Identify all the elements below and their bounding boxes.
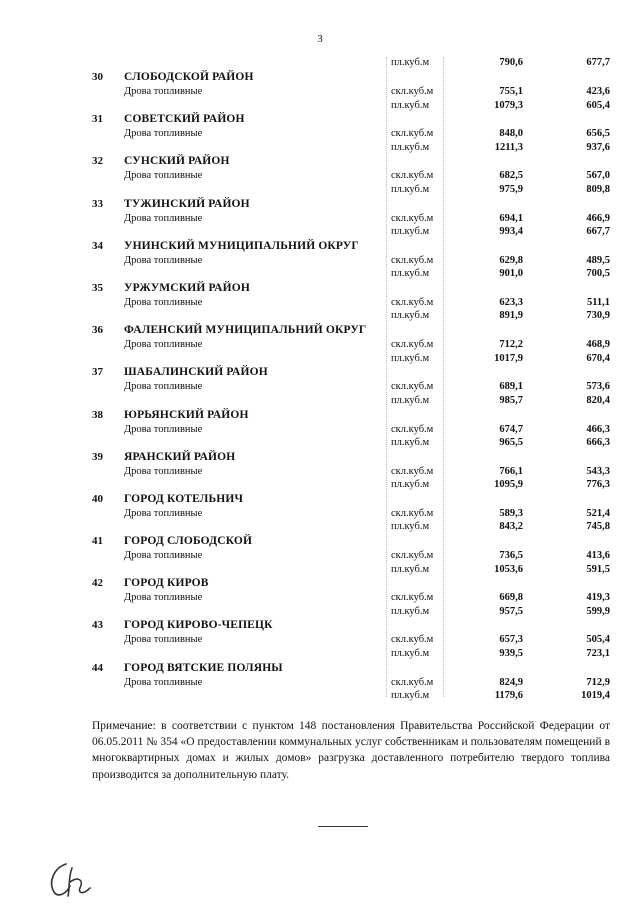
district-number: 33: [92, 197, 103, 210]
value-cell: 1095,9: [494, 479, 523, 491]
product-label: Дрова топливные: [124, 550, 203, 562]
value-cell: 790,6: [499, 57, 523, 68]
unit-label: скл.куб.м: [391, 86, 434, 97]
district-row: [0, 155, 640, 197]
district-header: [0, 155, 640, 169]
value-cell: 511,1: [586, 296, 610, 308]
unit-row: [0, 255, 640, 269]
value-cell: 723,1: [586, 647, 610, 659]
district-name: ЮРЬЯНСКИЙ РАЙОН: [124, 408, 249, 421]
district-name: СУНСКИЙ РАЙОН: [124, 155, 230, 168]
value-cell: 957,5: [499, 605, 523, 617]
district-name: ТУЖИНСКИЙ РАЙОН: [124, 197, 250, 210]
unit-label: скл.куб.м: [391, 296, 434, 308]
unit-label: скл.куб.м: [391, 634, 434, 646]
value-cell: 755,1: [499, 86, 523, 97]
district-header: [0, 324, 640, 338]
district-number: 40: [92, 492, 103, 505]
district-name: СЛОБОДСКОЙ РАЙОН: [124, 71, 254, 83]
district-row: [0, 535, 640, 577]
handwritten-signature: [46, 858, 96, 900]
unit-row: [0, 521, 640, 535]
value-cell: 776,3: [586, 479, 610, 491]
value-cell: 993,4: [499, 226, 523, 238]
district-header: [0, 535, 640, 549]
district-number: 34: [92, 239, 103, 252]
unit-row: [0, 634, 640, 648]
unit-label: скл.куб.м: [391, 170, 434, 182]
district-number: 41: [92, 535, 103, 548]
district-name: УНИНСКИЙ МУНИЦИПАЛЬНИЙ ОКРУГ: [124, 239, 359, 252]
unit-row: [0, 297, 640, 311]
value-cell: 591,5: [586, 563, 610, 575]
district-row: [0, 282, 640, 324]
district-header: [0, 113, 640, 127]
value-cell: 682,5: [499, 170, 523, 182]
product-label: Дрова топливные: [124, 676, 203, 688]
value-cell: 1053,6: [494, 563, 523, 575]
unit-row: [0, 690, 640, 704]
district-row: [0, 113, 640, 155]
value-cell: 489,5: [586, 254, 610, 266]
unit-label: скл.куб.м: [391, 339, 434, 351]
value-cell: 824,9: [499, 676, 523, 688]
value-cell: 605,4: [586, 99, 610, 111]
district-number: 38: [92, 408, 103, 421]
value-cell: 939,5: [499, 647, 523, 659]
page-number: 3: [317, 33, 323, 45]
end-rule: [318, 826, 368, 827]
unit-label: пл.куб.м: [391, 394, 430, 406]
product-label: Дрова топливные: [124, 128, 203, 140]
unit-row: [0, 268, 640, 282]
value-cell: 965,5: [499, 437, 523, 448]
value-cell: 712,2: [499, 339, 523, 351]
district-row: [0, 240, 640, 282]
unit-label: пл.куб.м: [391, 183, 430, 195]
value-cell: 667,7: [586, 226, 610, 238]
product-label: Дрова топливные: [124, 86, 203, 97]
unit-label: скл.куб.м: [391, 254, 434, 266]
unit-row: [0, 606, 640, 620]
value-cell: 730,9: [586, 310, 610, 322]
district-row: [0, 451, 640, 493]
district-row: [0, 662, 640, 704]
value-cell: 623,3: [499, 296, 523, 308]
value-cell: 466,3: [586, 423, 610, 435]
value-cell: 677,7: [586, 57, 610, 68]
value-cell: 1019,4: [581, 690, 610, 702]
unit-label: скл.куб.м: [391, 507, 434, 519]
district-row: [0, 324, 640, 366]
district-header: [0, 577, 640, 591]
value-cell: 413,6: [586, 550, 610, 562]
unit-label: пл.куб.м: [391, 310, 430, 322]
value-cell: 694,1: [499, 212, 523, 224]
unit-row: [0, 550, 640, 564]
value-cell: 745,8: [586, 521, 610, 533]
value-cell: 505,4: [586, 634, 610, 646]
unit-row: [0, 381, 640, 395]
value-cell: 891,9: [499, 310, 523, 322]
carryover-row: [0, 57, 640, 69]
unit-row: [0, 677, 640, 691]
district-row: [0, 366, 640, 408]
district-table: [0, 71, 640, 704]
unit-label: скл.куб.м: [391, 381, 434, 393]
value-cell: 712,9: [586, 676, 610, 688]
district-name: ГОРОД КИРОВО-ЧЕПЕЦК: [124, 619, 273, 632]
district-number: 36: [92, 324, 103, 337]
unit-row: [0, 128, 640, 142]
unit-label: пл.куб.м: [391, 437, 430, 448]
district-name: ГОРОД КОТЕЛЬНИЧ: [124, 492, 244, 505]
value-cell: 657,3: [499, 634, 523, 646]
district-number: 44: [92, 661, 103, 674]
district-name: ШАБАЛИНСКИЙ РАЙОН: [124, 366, 268, 379]
unit-label: скл.куб.м: [391, 423, 434, 435]
product-label: Дрова топливные: [124, 465, 203, 477]
value-cell: 670,4: [586, 352, 610, 364]
value-cell: 843,2: [499, 521, 523, 533]
value-cell: 599,9: [586, 605, 610, 617]
district-number: 30: [92, 71, 103, 83]
unit-label: пл.куб.м: [391, 563, 430, 575]
product-label: Дрова топливные: [124, 423, 203, 435]
value-cell: 423,6: [586, 86, 610, 97]
unit-row: [0, 479, 640, 493]
unit-label: пл.куб.м: [391, 268, 430, 280]
district-number: 39: [92, 450, 103, 463]
value-cell: 1211,3: [494, 141, 523, 153]
value-cell: 669,8: [499, 592, 523, 604]
district-name: ГОРОД КИРОВ: [124, 577, 209, 590]
value-cell: 674,7: [499, 423, 523, 435]
unit-label: пл.куб.м: [391, 521, 430, 533]
district-header: [0, 366, 640, 380]
unit-row: [0, 508, 640, 522]
unit-row: [0, 339, 640, 353]
district-name: ЯРАНСКИЙ РАЙОН: [124, 450, 236, 463]
unit-row: [0, 466, 640, 480]
unit-label: пл.куб.м: [391, 141, 430, 153]
product-label: Дрова топливные: [124, 170, 203, 182]
unit-label: скл.куб.м: [391, 676, 434, 688]
value-cell: 848,0: [499, 128, 523, 140]
value-cell: 468,9: [586, 339, 610, 351]
footnote: Примечание: в соответствии с пунктом 148 постановления Правительства Российской Федерации от 06.05.2011 № 354 «О предоставлении коммунальных услуг собственникам и пользователям помещений в многоквартирных домах и жилых домов» разгрузка доставленного потребителю твердого топлива производится за дополнительную плату.: [92, 720, 610, 781]
district-header: [0, 198, 640, 212]
value-cell: 985,7: [499, 394, 523, 406]
unit-label: скл.куб.м: [391, 550, 434, 562]
value-cell: 573,6: [586, 381, 610, 393]
unit-label: скл.куб.м: [391, 592, 434, 604]
district-row: [0, 71, 640, 113]
unit-row: [0, 170, 640, 184]
value-cell: 1079,3: [494, 99, 523, 111]
product-label: Дрова топливные: [124, 592, 203, 604]
district-number: 43: [92, 619, 103, 632]
district-number: 31: [92, 113, 103, 126]
district-row: [0, 577, 640, 619]
unit-row: [0, 184, 640, 198]
value-cell: 975,9: [499, 183, 523, 195]
unit-row: [0, 648, 640, 662]
unit-row: [0, 592, 640, 606]
value-cell: 1179,6: [494, 690, 523, 702]
value-cell: 901,0: [499, 268, 523, 280]
product-label: Дрова топливные: [124, 339, 203, 351]
product-label: Дрова топливные: [124, 381, 203, 393]
value-cell: 629,8: [499, 254, 523, 266]
district-header: [0, 662, 640, 676]
district-row: [0, 198, 640, 240]
unit-row: [0, 226, 640, 240]
district-name: УРЖУМСКИЙ РАЙОН: [124, 281, 250, 294]
district-header: [0, 409, 640, 423]
unit-label: пл.куб.м: [391, 647, 430, 659]
district-row: [0, 619, 640, 661]
value-cell: 419,3: [586, 592, 610, 604]
value-cell: 521,4: [586, 507, 610, 519]
value-cell: 766,1: [499, 465, 523, 477]
district-number: 35: [92, 281, 103, 294]
value-cell: 820,4: [586, 394, 610, 406]
product-label: Дрова топливные: [124, 212, 203, 224]
value-cell: 809,8: [586, 183, 610, 195]
district-number: 37: [92, 366, 103, 379]
district-row: [0, 409, 640, 451]
unit-row: [0, 395, 640, 409]
product-label: Дрова топливные: [124, 507, 203, 519]
unit-row: [0, 142, 640, 156]
value-cell: 689,1: [499, 381, 523, 393]
unit-label: пл.куб.м: [391, 605, 430, 617]
product-label: Дрова топливные: [124, 634, 203, 646]
value-cell: 700,5: [586, 268, 610, 280]
unit-label: пл.куб.м: [391, 226, 430, 238]
district-name: СОВЕТСКИЙ РАЙОН: [124, 113, 245, 126]
unit-row: [0, 100, 640, 114]
value-cell: 567,0: [586, 170, 610, 182]
unit-label: скл.куб.м: [391, 465, 434, 477]
unit-row: [0, 437, 640, 451]
value-cell: 937,6: [586, 141, 610, 153]
unit-row: [0, 564, 640, 578]
unit-label: пл.куб.м: [391, 99, 430, 111]
unit-label: скл.куб.м: [391, 212, 434, 224]
value-cell: 466,9: [586, 212, 610, 224]
district-header: [0, 493, 640, 507]
value-cell: 543,3: [586, 465, 610, 477]
product-label: Дрова топливные: [124, 254, 203, 266]
unit-row: [0, 353, 640, 367]
district-number: 42: [92, 577, 103, 590]
district-name: ГОРОД СЛОБОДСКОЙ: [124, 535, 253, 548]
district-header: [0, 240, 640, 254]
unit-row: [0, 213, 640, 227]
unit-label: пл.куб.м: [391, 690, 430, 702]
district-header: [0, 71, 640, 85]
district-number: 32: [92, 155, 103, 168]
unit-label: пл.куб.м: [391, 57, 430, 68]
unit-row: [0, 310, 640, 324]
district-name: ФАЛЕНСКИЙ МУНИЦИПАЛЬНИЙ ОКРУГ: [124, 324, 367, 337]
district-header: [0, 282, 640, 296]
value-cell: 656,5: [586, 128, 610, 140]
district-name: ГОРОД ВЯТСКИЕ ПОЛЯНЫ: [124, 661, 283, 674]
unit-label: пл.куб.м: [391, 479, 430, 491]
district-row: [0, 493, 640, 535]
unit-label: скл.куб.м: [391, 128, 434, 140]
value-cell: 589,3: [499, 507, 523, 519]
value-cell: 1017,9: [494, 352, 523, 364]
district-header: [0, 451, 640, 465]
district-header: [0, 619, 640, 633]
unit-row: [0, 424, 640, 438]
unit-row: [0, 86, 640, 100]
value-cell: 736,5: [499, 550, 523, 562]
value-cell: 666,3: [586, 437, 610, 448]
unit-label: пл.куб.м: [391, 352, 430, 364]
product-label: Дрова топливные: [124, 296, 203, 308]
